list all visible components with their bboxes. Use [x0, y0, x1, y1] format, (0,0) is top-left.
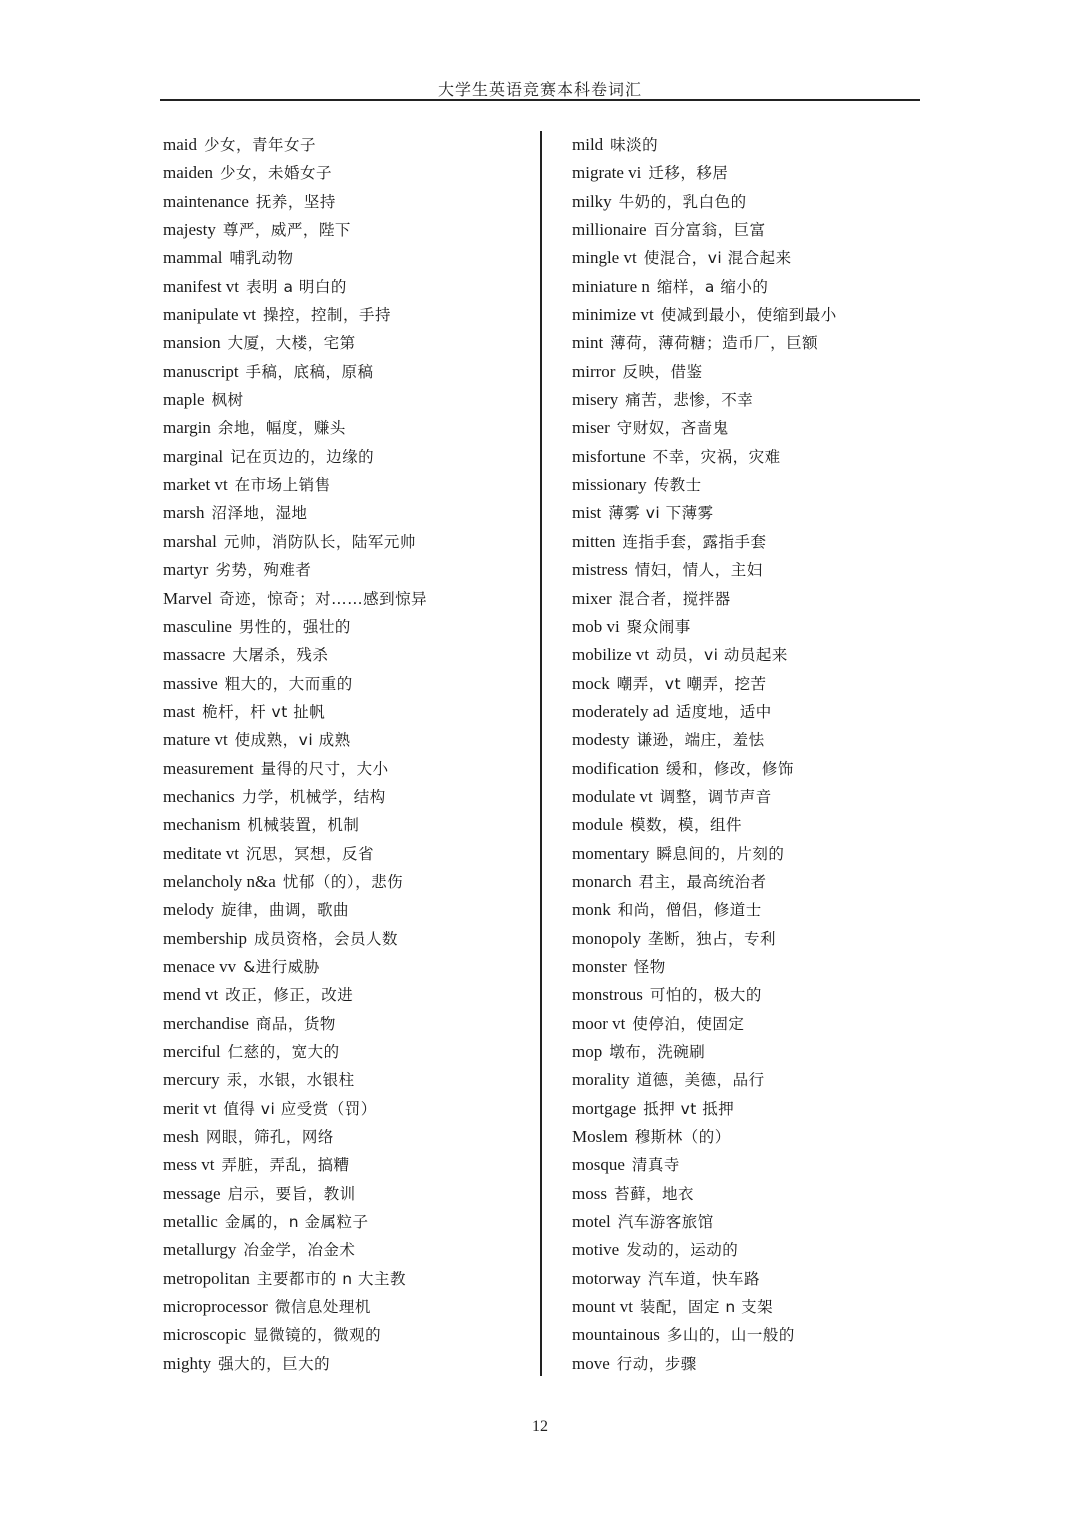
vocab-definition: 墩布，洗碗刷 [609, 1043, 706, 1061]
vocab-entry [163, 1095, 533, 1123]
vocab-term: mighty [163, 1353, 212, 1373]
vocab-entry [163, 244, 533, 272]
vocab-term: menace vv [163, 956, 237, 976]
vocab-definition: 抚养，坚持 [255, 192, 336, 211]
vocab-entry [572, 301, 942, 329]
vocab-term: mount vt [572, 1297, 633, 1317]
vocab-definition: 谦逊，端庄，羞怯 [636, 731, 765, 750]
vocab-entry [163, 726, 533, 754]
vocab-definition: 粗大的，大而重的 [224, 674, 353, 693]
vocab-entry [163, 273, 533, 301]
vocab-term: mesh [163, 1127, 199, 1147]
vocab-term: mast [163, 701, 196, 721]
vocab-definition: 枫树 [211, 391, 244, 410]
vocab-definition: 汽车游客旅馆 [617, 1213, 714, 1232]
vocab-term: metallurgy [163, 1240, 237, 1260]
vocab-entry [572, 1350, 942, 1378]
vocab-entry [572, 471, 942, 499]
vocab-definition: 使成熟，vi 成熟 [234, 731, 351, 750]
vocab-entry [163, 1180, 533, 1208]
vocab-definition: 成员资格，会员人数 [254, 929, 399, 948]
vocab-term: mechanism [163, 815, 241, 835]
vocab-term: mixer [572, 588, 612, 608]
vocab-entry [572, 386, 942, 414]
vocab-term: measurement [163, 758, 254, 778]
vocab-entry [163, 783, 533, 811]
vocab-term: mountainous [572, 1325, 660, 1345]
vocab-entry [163, 1265, 533, 1293]
vocab-definition: 改正，修正，改进 [225, 986, 354, 1005]
vocab-term: mammal [163, 248, 223, 268]
vocab-term: modulate vt [572, 786, 653, 806]
vocab-definition: 尊严，威严，陛下 [222, 221, 351, 240]
vocab-entry [163, 896, 533, 924]
vocab-definition: 连指手套，露指手套 [622, 532, 767, 551]
vocab-term: monster [572, 956, 627, 976]
vocab-definition: 少女，青年女子 [204, 136, 317, 154]
vocab-definition: 冶金学，冶金术 [243, 1241, 356, 1260]
vocab-term: mistress [572, 560, 628, 580]
vocab-definition: 汽车道，快车路 [647, 1269, 760, 1288]
vocab-term: miser [572, 418, 610, 438]
vocab-term: manifest vt [163, 276, 240, 296]
vocab-entry [163, 499, 533, 527]
vocab-entry [163, 358, 533, 386]
vocab-entry [572, 1038, 942, 1066]
vocab-entry [572, 698, 942, 726]
vocab-term: mob vi [572, 616, 620, 636]
vocab-definition: 聚众闹事 [626, 617, 691, 636]
left-column [163, 131, 533, 1378]
vocab-entry [163, 329, 533, 357]
vocab-entry [572, 1095, 942, 1123]
vocab-definition: 牛奶的，乳白色的 [618, 192, 747, 211]
vocab-entry [163, 131, 533, 159]
vocab-definition: 男性的，强壮的 [238, 617, 351, 636]
vocab-term: millionaire [572, 220, 647, 240]
vocab-term: moss [572, 1183, 607, 1203]
vocab-entry [572, 329, 942, 357]
vocab-entry [163, 670, 533, 698]
vocab-definition: 使减到最小，使缩到最小 [660, 306, 837, 325]
vocab-entry [572, 1151, 942, 1179]
vocab-entry [572, 641, 942, 669]
vocab-entry [572, 216, 942, 244]
vocab-entry [163, 1236, 533, 1264]
vocab-term: moderately ad [572, 701, 669, 721]
vocab-entry [163, 1066, 533, 1094]
vocab-definition: 缩样，a 缩小的 [656, 277, 769, 296]
vocab-term: Marvel [163, 588, 213, 608]
vocab-definition: 手稿，底稿，原稿 [245, 362, 374, 381]
vocab-definition: 力学，机械学，结构 [241, 787, 386, 806]
vocab-definition: 行动，步骤 [616, 1354, 697, 1373]
vocab-definition: 君主，最高统治者 [638, 872, 767, 891]
vocab-definition: 调整，调节声音 [659, 787, 772, 806]
vocab-definition: 主要都市的 n 大主教 [256, 1269, 407, 1288]
vocab-term: monarch [572, 871, 632, 891]
vocab-definition: 商品，货物 [255, 1014, 336, 1033]
vocab-definition: 金属的，n 金属粒子 [224, 1213, 369, 1232]
vocab-term: Moslem [572, 1127, 628, 1147]
vocab-definition: 情妇，情人，主妇 [634, 561, 763, 580]
vocab-entry [163, 811, 533, 839]
vocab-entry [572, 443, 942, 471]
vocab-entry [163, 1293, 533, 1321]
vocab-term: monstrous [572, 985, 643, 1005]
vocab-term: mansion [163, 333, 221, 353]
vocab-term: milky [572, 191, 612, 211]
vocab-definition: 怪物 [633, 957, 666, 976]
vocab-term: membership [163, 928, 248, 948]
vocab-term: metropolitan [163, 1268, 250, 1288]
vocab-term: mess vt [163, 1155, 215, 1175]
vocab-entry [163, 528, 533, 556]
vocab-entry [572, 1321, 942, 1349]
vocab-term: minimize vt [572, 305, 654, 325]
vocab-definition: &进行威胁 [243, 957, 320, 976]
vocab-term: migrate vi [572, 163, 642, 183]
vocab-entry [163, 159, 533, 187]
vocab-entry [163, 414, 533, 442]
vocab-definition: 机械装置，机制 [247, 816, 360, 835]
vocab-definition: 混合者，搅拌器 [618, 589, 731, 608]
vocab-definition: 薄雾 vi 下薄雾 [608, 504, 714, 523]
vocab-definition: 发动的，运动的 [626, 1241, 739, 1260]
vocab-definition: 余地，幅度，赚头 [217, 419, 346, 438]
vocab-entry [163, 1123, 533, 1151]
vocab-definition: 瞬息间的，片刻的 [656, 844, 785, 863]
vocab-definition: 微信息处理机 [274, 1298, 371, 1317]
vocab-entry [163, 953, 533, 981]
vocab-definition: 垄断，独占，专利 [647, 929, 776, 948]
vocab-definition: 嘲弄，vt 嘲弄，挖苦 [616, 674, 767, 693]
vocab-definition: 沉思，冥想，反省 [246, 844, 375, 863]
vocab-entry [163, 641, 533, 669]
vocab-entry [163, 755, 533, 783]
vocab-term: market vt [163, 475, 228, 495]
vocab-entry [572, 613, 942, 641]
vocab-term: merciful [163, 1042, 221, 1061]
vocab-term: maple [163, 390, 205, 410]
vocab-definition: 多山的，山一般的 [666, 1326, 795, 1345]
vocab-term: marginal [163, 446, 224, 466]
vocab-definition: 值得 vi 应受赏（罚） [223, 1099, 377, 1118]
vocab-term: mock [572, 673, 610, 693]
vocab-entry [572, 981, 942, 1009]
vocab-definition: 缓和，修改，修饰 [665, 759, 794, 778]
vocab-definition: 清真寺 [631, 1156, 680, 1175]
vocab-term: mechanics [163, 786, 235, 806]
vocab-definition: 使停泊，使固定 [632, 1014, 745, 1033]
vocab-term: marsh [163, 503, 205, 523]
vocab-entry [572, 273, 942, 301]
vocab-term: mingle vt [572, 248, 637, 268]
vocab-term: misery [572, 390, 619, 410]
right-column [572, 131, 942, 1378]
vocab-term: microscopic [163, 1325, 247, 1345]
vocab-term: massive [163, 673, 218, 693]
vocab-entry [572, 358, 942, 386]
vocab-entry [572, 868, 942, 896]
vocab-entry [163, 443, 533, 471]
vocab-term: motive [572, 1240, 620, 1260]
vocab-entry [163, 1038, 533, 1066]
page-header-title: 大学生英语竞赛本科卷词汇 [437, 80, 642, 99]
vocab-term: moor vt [572, 1013, 626, 1033]
vocab-definition: 沼泽地，湿地 [211, 504, 308, 523]
vocab-term: miniature n [572, 276, 650, 296]
vocab-definition: 少女，未婚女子 [220, 164, 333, 183]
vocab-entry [163, 386, 533, 414]
vocab-definition: 迁移，移居 [648, 164, 729, 183]
vocab-entry [572, 244, 942, 272]
vocab-entry [572, 1066, 942, 1094]
vocab-term: motorway [572, 1268, 641, 1288]
vocab-definition: 抵押 vt 抵押 [643, 1099, 735, 1118]
vocab-term: mitten [572, 531, 616, 551]
vocab-definition: 适度地，适中 [675, 702, 772, 721]
vocab-entry [163, 868, 533, 896]
vocab-entry [163, 188, 533, 216]
vocab-definition: 大屠杀，残杀 [232, 646, 329, 665]
vocab-term: marshal [163, 531, 217, 551]
vocab-entry [572, 188, 942, 216]
vocab-term: missionary [572, 475, 647, 495]
vocab-entry [572, 755, 942, 783]
vocab-definition: 强大的，巨大的 [218, 1354, 331, 1373]
vocab-term: melody [163, 900, 214, 920]
vocab-definition: 奇迹，惊奇；对……感到惊异 [219, 589, 428, 608]
vocab-entry [572, 1236, 942, 1264]
vocab-entry [163, 556, 533, 584]
vocab-entry [572, 159, 942, 187]
vocab-entry [572, 414, 942, 442]
vocab-term: misfortune [572, 446, 646, 466]
vocab-entry [572, 1208, 942, 1236]
vocab-entry [572, 1123, 942, 1151]
vocab-definition: 动员，vi 动员起来 [655, 646, 788, 665]
vocab-entry [163, 1010, 533, 1038]
vocab-definition: 汞，水银，水银柱 [226, 1071, 355, 1090]
header-rule [160, 99, 920, 101]
vocab-entry [163, 1208, 533, 1236]
vocab-entry [572, 783, 942, 811]
vocab-term: move [572, 1353, 610, 1373]
vocab-term: margin [163, 418, 211, 438]
vocab-term: manipulate vt [163, 305, 257, 325]
vocab-entry [163, 925, 533, 953]
vocab-entry [163, 840, 533, 868]
vocab-term: message [163, 1183, 221, 1203]
vocab-entry [163, 1350, 533, 1378]
vocab-definition: 传教士 [653, 476, 702, 495]
vocab-entry [572, 1293, 942, 1321]
vocab-entry [572, 840, 942, 868]
vocab-definition: 表明 a 明白的 [246, 277, 347, 296]
vocab-term: metallic [163, 1212, 218, 1232]
vocab-entry [163, 1321, 533, 1349]
vocab-term: mist [572, 503, 602, 523]
vocab-definition: 劣势，殉难者 [215, 561, 312, 580]
vocab-entry [572, 726, 942, 754]
vocab-term: monopoly [572, 928, 641, 948]
vocab-definition: 百分富翁，巨富 [653, 221, 766, 240]
vocab-definition: 弄脏，弄乱，搞糟 [221, 1156, 350, 1175]
vocab-term: masculine [163, 616, 232, 636]
vocab-definition: 可怕的，极大的 [649, 986, 762, 1005]
vocab-term: mop [572, 1042, 603, 1061]
vocab-term: mint [572, 333, 604, 353]
vocab-definition: 薄荷，薄荷糖；造币厂，巨额 [610, 334, 819, 353]
vocab-entry [572, 499, 942, 527]
vocab-definition: 和尚，僧侣，修道士 [617, 901, 762, 920]
vocab-term: module [572, 815, 623, 835]
vocab-term: merit vt [163, 1098, 217, 1118]
vocab-entry [163, 301, 533, 329]
vocab-definition: 仁慈的，宽大的 [227, 1043, 340, 1061]
vocab-definition: 不幸，灾祸，灾难 [652, 447, 781, 466]
vocab-definition: 在市场上销售 [234, 476, 331, 495]
column-divider [540, 131, 542, 1376]
vocab-term: melancholy n&a [163, 871, 276, 891]
vocab-definition: 使混合，vi 混合起来 [643, 249, 792, 268]
vocab-definition: 道德，美德，品行 [636, 1071, 765, 1090]
vocab-entry [572, 1010, 942, 1038]
vocab-entry [572, 1180, 942, 1208]
vocab-definition: 操控，控制，手持 [263, 306, 392, 325]
vocab-definition: 反映，借鉴 [622, 362, 703, 381]
vocab-term: morality [572, 1070, 630, 1090]
vocab-definition: 装配，固定 n 支架 [639, 1298, 774, 1317]
vocab-term: mild [572, 135, 604, 154]
vocab-entry [572, 528, 942, 556]
vocab-entry [163, 216, 533, 244]
vocab-entry [572, 670, 942, 698]
vocab-term: mobilize vt [572, 645, 649, 665]
vocab-term: maiden [163, 163, 214, 183]
vocab-entry [572, 811, 942, 839]
vocab-entry [163, 1151, 533, 1179]
vocab-definition: 忧郁（的），悲伤 [282, 872, 404, 891]
vocab-definition: 痛苦，悲惨，不幸 [625, 391, 754, 410]
vocab-term: maintenance [163, 191, 249, 211]
vocab-definition: 网眼，筛孔，网络 [205, 1128, 334, 1147]
vocab-entry [572, 1265, 942, 1293]
vocab-definition: 旋律，曲调，歌曲 [221, 901, 350, 920]
vocab-term: mosque [572, 1155, 625, 1175]
vocab-entry [163, 585, 533, 613]
vocab-term: merchandise [163, 1013, 249, 1033]
vocab-term: mend vt [163, 985, 219, 1005]
vocab-term: mature vt [163, 730, 228, 750]
vocab-term: massacre [163, 645, 226, 665]
vocab-term: martyr [163, 560, 209, 580]
vocab-entry [163, 698, 533, 726]
vocab-term: meditate vt [163, 843, 240, 863]
vocab-term: momentary [572, 843, 650, 863]
vocab-term: motel [572, 1212, 611, 1232]
vocab-term: modesty [572, 730, 630, 750]
vocab-term: modification [572, 758, 659, 778]
vocab-term: monk [572, 900, 611, 920]
vocab-term: microprocessor [163, 1297, 268, 1317]
vocab-definition: 显微镜的，微观的 [253, 1326, 382, 1345]
vocab-entry [572, 925, 942, 953]
vocab-definition: 桅杆，杆 vt 扯帆 [202, 702, 326, 721]
vocab-term: mercury [163, 1070, 220, 1090]
vocab-definition: 模数，模，组件 [630, 816, 743, 835]
vocab-entry [572, 131, 942, 159]
vocab-definition: 味淡的 [610, 136, 659, 154]
vocab-term: mortgage [572, 1098, 637, 1118]
vocab-definition: 哺乳动物 [229, 249, 294, 268]
vocab-definition: 启示，要旨，教训 [227, 1184, 356, 1203]
vocab-definition: 守财奴，吝啬鬼 [616, 419, 729, 438]
vocab-term: majesty [163, 220, 216, 240]
vocab-definition: 量得的尺寸，大小 [260, 759, 389, 778]
vocab-definition: 穆斯林（的） [634, 1128, 731, 1147]
vocab-entry [163, 613, 533, 641]
vocab-entry [163, 471, 533, 499]
vocab-entry [572, 556, 942, 584]
vocab-term: mirror [572, 361, 616, 381]
vocab-definition: 记在页边的，边缘的 [230, 447, 375, 466]
vocab-term: maid [163, 135, 197, 154]
vocab-entry [572, 896, 942, 924]
vocab-definition: 苔藓，地衣 [613, 1184, 694, 1203]
vocab-definition: 大厦，大楼，宅第 [227, 334, 356, 353]
vocab-term: manuscript [163, 361, 239, 381]
vocab-definition: 元帅，消防队长，陆军元帅 [223, 532, 416, 551]
page-number: 12 [532, 1418, 548, 1435]
vocab-entry [572, 585, 942, 613]
vocab-entry [572, 953, 942, 981]
vocab-entry [163, 981, 533, 1009]
